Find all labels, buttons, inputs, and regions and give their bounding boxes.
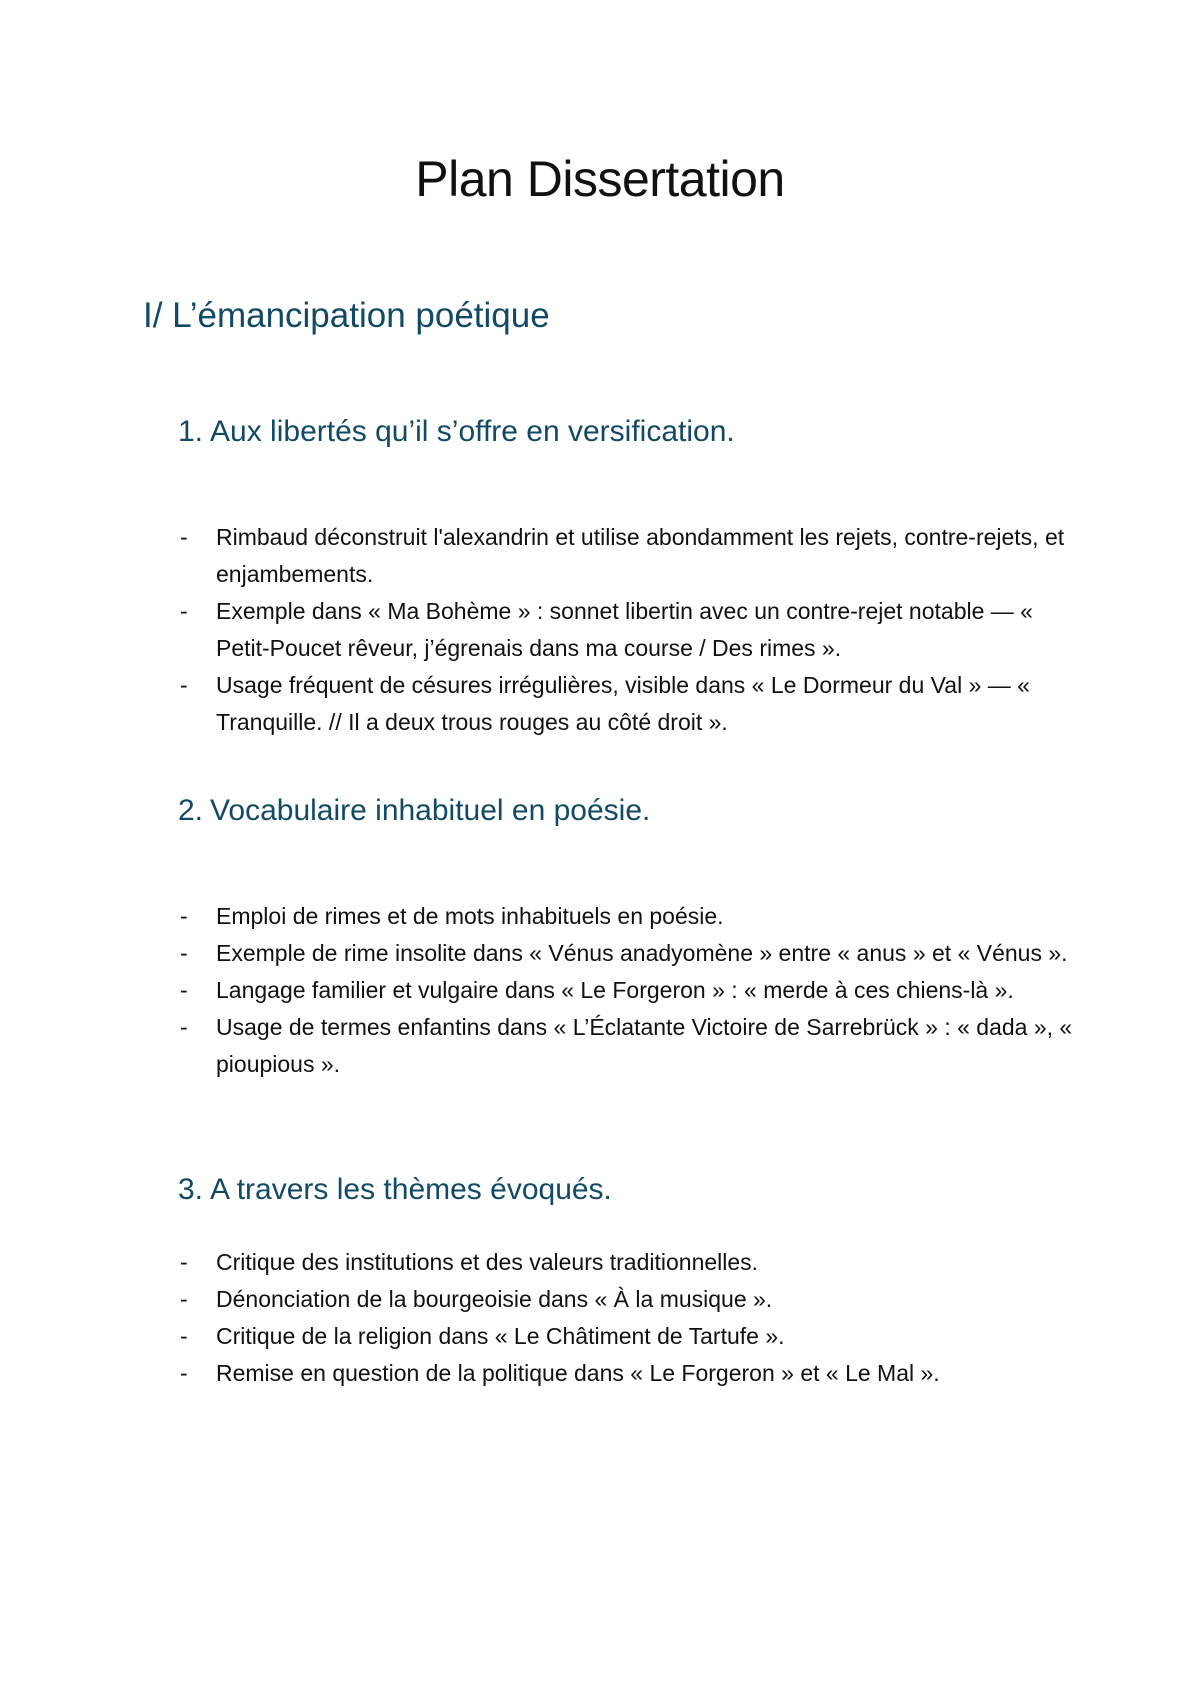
- list-item: [178, 519, 1078, 593]
- list-item: [178, 1318, 1078, 1355]
- list-item-text: Exemple dans « Ma Bohème » : sonnet libertin avec un contre-rejet notable — « Petit-Poucet rêveur, j’égrenais dans ma course / Des rimes ».: [216, 598, 1033, 661]
- list-item-text: Remise en question de la politique dans « Le Forgeron » et « Le Mal ».: [216, 1360, 940, 1386]
- list-item-text: Rimbaud déconstruit l'alexandrin et utilise abondamment les rejets, contre-rejets, et enjambements.: [216, 524, 1065, 587]
- part-heading: I/ L’émancipation poétique: [143, 296, 550, 335]
- bullet-dash: -: [180, 598, 188, 624]
- bullet-dash: -: [180, 1360, 188, 1386]
- list-item-text: Usage fréquent de césures irrégulières, visible dans « Le Dormeur du Val » — « Tranquille. // Il a deux trous rouges au côté droit ».: [216, 672, 1030, 735]
- section-title: A travers les thèmes évoqués.: [210, 1173, 612, 1206]
- section-2: [178, 791, 1078, 1083]
- page-title: Plan Dissertation: [415, 151, 785, 207]
- bullet-dash: -: [180, 672, 188, 698]
- bullet-list: [178, 1244, 1078, 1392]
- section-number: 3.: [178, 1173, 204, 1206]
- list-item-text: Usage de termes enfantins dans « L’Éclatante Victoire de Sarrebrück » : « dada », « pioupious ».: [216, 1014, 1073, 1077]
- list-item: [178, 667, 1078, 741]
- list-item-text: Exemple de rime insolite dans « Vénus anadyomène » entre « anus » et « Vénus ».: [216, 940, 1068, 966]
- list-item-text: Emploi de rimes et de mots inhabituels en poésie.: [216, 903, 724, 929]
- list-item: [178, 898, 1078, 935]
- list-item: [178, 1355, 1078, 1392]
- list-item: [178, 1244, 1078, 1281]
- list-item-text: Dénonciation de la bourgeoisie dans « À la musique ».: [216, 1286, 773, 1312]
- list-item: [178, 972, 1078, 1009]
- list-item: [178, 1009, 1078, 1083]
- section-number: 2.: [178, 794, 204, 827]
- section-heading: [178, 412, 1078, 452]
- bullet-dash: -: [180, 940, 188, 966]
- section-1: [178, 412, 1078, 741]
- bullet-dash: -: [180, 1323, 188, 1349]
- bullet-list: [178, 519, 1078, 741]
- bullet-dash: -: [180, 1286, 188, 1312]
- bullet-dash: -: [180, 903, 188, 929]
- list-item: [178, 935, 1078, 972]
- bullet-dash: -: [180, 1249, 188, 1275]
- list-item: [178, 1281, 1078, 1318]
- section-number: 1.: [178, 415, 204, 448]
- bullet-dash: -: [180, 1014, 188, 1040]
- bullet-dash: -: [180, 524, 188, 550]
- section-heading: [178, 791, 1078, 831]
- list-item-text: Critique des institutions et des valeurs traditionnelles.: [216, 1249, 759, 1275]
- section-title: Aux libertés qu’il s’offre en versification.: [210, 415, 735, 448]
- section-3: [178, 1170, 1078, 1392]
- bullet-dash: -: [180, 977, 188, 1003]
- section-title: Vocabulaire inhabituel en poésie.: [210, 794, 651, 827]
- list-item-text: Langage familier et vulgaire dans « Le Forgeron » : « merde à ces chiens-là ».: [216, 977, 1014, 1003]
- bullet-list: [178, 898, 1078, 1083]
- list-item-text: Critique de la religion dans « Le Châtiment de Tartufe ».: [216, 1323, 785, 1349]
- section-heading: [178, 1170, 1078, 1210]
- list-item: [178, 593, 1078, 667]
